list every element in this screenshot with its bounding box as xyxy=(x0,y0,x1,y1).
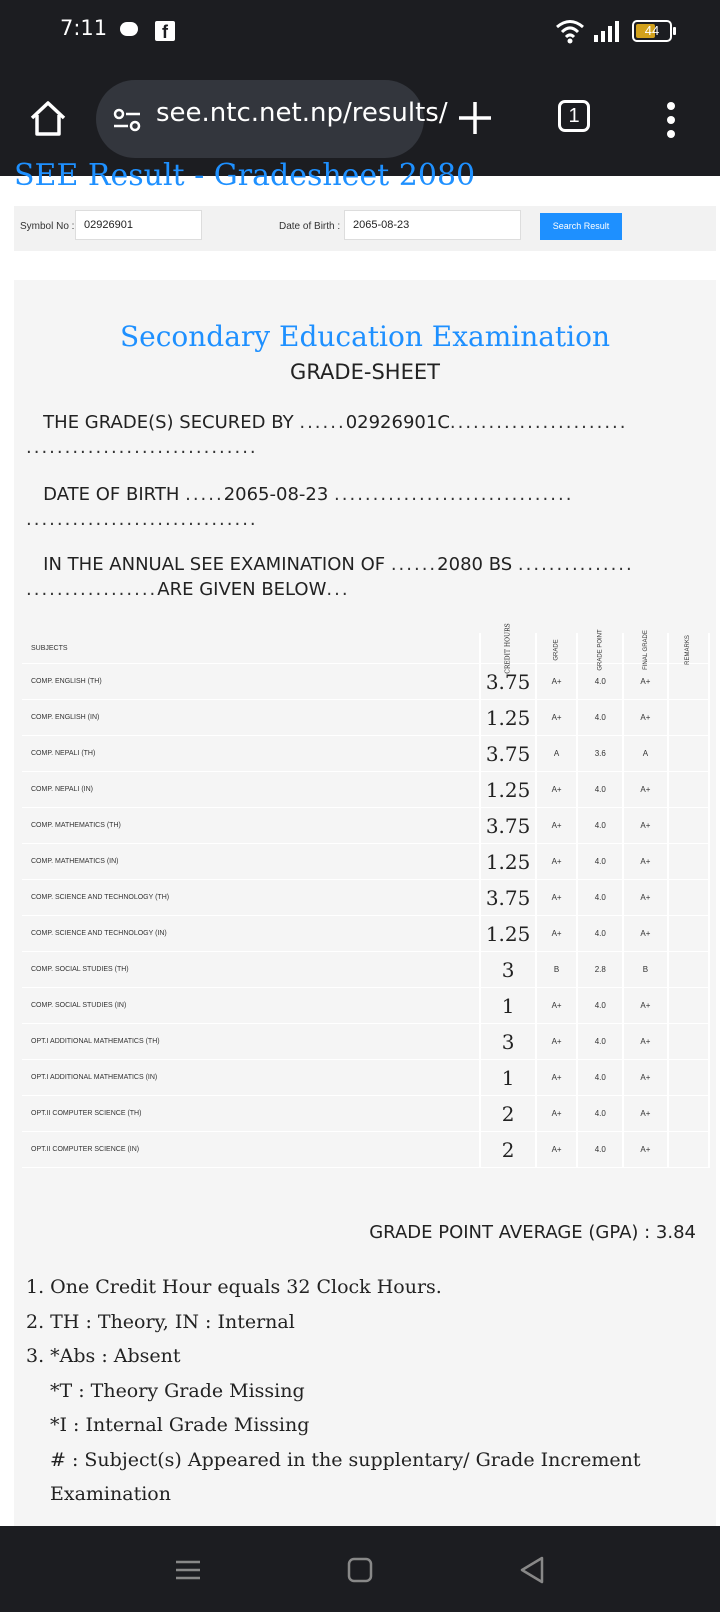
row-grade: A+ xyxy=(536,1024,577,1060)
row-subject: COMP. NEPALI (IN) xyxy=(22,772,480,808)
table-row xyxy=(22,1132,709,1168)
row-remarks xyxy=(668,1024,709,1060)
row-credit-hours: 1 xyxy=(480,1060,536,1096)
row-remarks xyxy=(668,1132,709,1168)
dob-value: 2065-08-23 xyxy=(223,484,329,505)
row-subject: OPT.II COMPUTER SCIENCE (TH) xyxy=(22,1096,480,1132)
gpa-text: GRADE POINT AVERAGE (GPA) : 3.84 xyxy=(369,1222,696,1243)
row-subject: COMP. MATHEMATICS (TH) xyxy=(22,808,480,844)
row-final-grade: A+ xyxy=(623,988,667,1024)
grades-table xyxy=(22,622,710,1168)
table-row xyxy=(22,1096,709,1132)
row-grade: A+ xyxy=(536,1096,577,1132)
row-remarks xyxy=(668,664,709,700)
row-grade-point: 4.0 xyxy=(577,700,623,736)
row-grade-point: 4.0 xyxy=(577,988,623,1024)
row-grade-point: 4.0 xyxy=(577,1060,623,1096)
row-final-grade: A+ xyxy=(623,808,667,844)
symbol-value: 02926901C xyxy=(345,412,450,433)
note-item: 3. *Abs : Absent xyxy=(26,1345,181,1367)
row-remarks xyxy=(668,772,709,808)
page-content xyxy=(0,158,720,1526)
header-grade: GRADE xyxy=(536,633,577,664)
tab-switcher-button[interactable]: 1 xyxy=(558,100,590,132)
facebook-notification-icon: f xyxy=(155,21,175,41)
row-credit-hours: 3.75 xyxy=(480,880,536,916)
exam-title: Secondary Education Examination xyxy=(119,320,611,353)
status-bar xyxy=(0,0,720,62)
note-item: # : Subject(s) Appeared in the supplentary/ Grade Increment Examination xyxy=(50,1448,641,1505)
exam-prefix: IN THE ANNUAL SEE EXAMINATION OF xyxy=(43,554,386,575)
secured-by-line: THE GRADE(S) SECURED BY ......02926901C....................... .............................. xyxy=(26,412,628,458)
more-menu-icon[interactable] xyxy=(665,100,677,140)
row-credit-hours: 3 xyxy=(480,952,536,988)
row-final-grade: A+ xyxy=(623,700,667,736)
table-row xyxy=(22,664,709,700)
row-final-grade: A+ xyxy=(623,916,667,952)
table-row xyxy=(22,736,709,772)
row-final-grade: A+ xyxy=(623,844,667,880)
table-header-row xyxy=(22,633,709,664)
row-grade: A+ xyxy=(536,988,577,1024)
row-remarks xyxy=(668,952,709,988)
row-credit-hours: 3.75 xyxy=(480,808,536,844)
row-grade-point: 4.0 xyxy=(577,880,623,916)
table-row xyxy=(22,1024,709,1060)
header-grade-point: GRADE POINT xyxy=(577,633,623,664)
new-tab-icon[interactable] xyxy=(455,98,495,138)
symbol-label: Symbol No : xyxy=(20,221,75,232)
home-button-icon[interactable] xyxy=(344,1554,376,1586)
row-grade-point: 4.0 xyxy=(577,808,623,844)
search-result-button[interactable]: Search Result xyxy=(540,213,622,240)
row-credit-hours: 3.75 xyxy=(480,736,536,772)
system-navigation-bar xyxy=(0,1526,720,1612)
symbol-input[interactable] xyxy=(75,210,202,240)
row-credit-hours: 1.25 xyxy=(480,916,536,952)
status-time: 7:11 xyxy=(60,16,108,40)
table-row xyxy=(22,916,709,952)
row-remarks xyxy=(668,736,709,772)
row-grade-point: 2.8 xyxy=(577,952,623,988)
row-grade-point: 3.6 xyxy=(577,736,623,772)
row-credit-hours: 1.25 xyxy=(480,772,536,808)
row-grade: A+ xyxy=(536,808,577,844)
table-row xyxy=(22,772,709,808)
row-subject: OPT.I ADDITIONAL MATHEMATICS (TH) xyxy=(22,1024,480,1060)
row-credit-hours: 1 xyxy=(480,988,536,1024)
row-remarks xyxy=(668,916,709,952)
row-final-grade: A+ xyxy=(623,1132,667,1168)
wifi-icon xyxy=(555,18,585,44)
row-subject: COMP. SOCIAL STUDIES (TH) xyxy=(22,952,480,988)
exam-line: IN THE ANNUAL SEE EXAMINATION OF ......2080 BS ............... .................ARE GIVEN BELOW... xyxy=(26,554,634,600)
row-remarks xyxy=(668,1060,709,1096)
header-remarks: REMARKS xyxy=(668,633,709,664)
battery-icon xyxy=(632,20,672,42)
row-grade: A+ xyxy=(536,880,577,916)
row-remarks xyxy=(668,700,709,736)
row-subject: COMP. SCIENCE AND TECHNOLOGY (IN) xyxy=(22,916,480,952)
row-grade: A+ xyxy=(536,664,577,700)
row-grade: A+ xyxy=(536,844,577,880)
table-row xyxy=(22,844,709,880)
row-remarks xyxy=(668,808,709,844)
back-icon[interactable] xyxy=(516,1554,548,1586)
row-grade-point: 4.0 xyxy=(577,1024,623,1060)
row-remarks xyxy=(668,880,709,916)
message-notification-icon xyxy=(120,22,138,36)
row-grade-point: 4.0 xyxy=(577,772,623,808)
grade-sheet xyxy=(14,280,716,1526)
row-grade: A+ xyxy=(536,1132,577,1168)
row-final-grade: A+ xyxy=(623,664,667,700)
battery-level: 44 xyxy=(644,23,660,38)
table-row xyxy=(22,952,709,988)
exam-year: 2080 BS xyxy=(437,554,513,575)
home-icon[interactable] xyxy=(28,98,68,138)
header-subjects: SUBJECTS xyxy=(22,633,480,664)
url-text[interactable]: see.ntc.net.np/results/ xyxy=(156,98,448,128)
row-grade: A xyxy=(536,736,577,772)
row-subject: COMP. SOCIAL STUDIES (IN) xyxy=(22,988,480,1024)
row-remarks xyxy=(668,1096,709,1132)
row-credit-hours: 3.75 xyxy=(480,664,536,700)
row-final-grade: A+ xyxy=(623,880,667,916)
row-final-grade: A+ xyxy=(623,1060,667,1096)
row-subject: OPT.I ADDITIONAL MATHEMATICS (IN) xyxy=(22,1060,480,1096)
row-grade: A+ xyxy=(536,700,577,736)
row-final-grade: A+ xyxy=(623,1096,667,1132)
row-credit-hours: 2 xyxy=(480,1096,536,1132)
site-settings-icon[interactable] xyxy=(112,106,142,134)
row-grade-point: 4.0 xyxy=(577,664,623,700)
row-subject: COMP. ENGLISH (TH) xyxy=(22,664,480,700)
note-item: 1. One Credit Hour equals 32 Clock Hours. xyxy=(26,1276,442,1298)
row-subject: COMP. MATHEMATICS (IN) xyxy=(22,844,480,880)
signal-icon xyxy=(592,20,622,42)
row-remarks xyxy=(668,844,709,880)
row-grade-point: 4.0 xyxy=(577,1096,623,1132)
grade-sheet-title: GRADE-SHEET xyxy=(290,360,440,384)
row-subject: COMP. NEPALI (TH) xyxy=(22,736,480,772)
dob-input[interactable] xyxy=(344,210,521,240)
notes xyxy=(26,1270,706,1512)
row-grade-point: 4.0 xyxy=(577,1132,623,1168)
dob-prefix: DATE OF BIRTH xyxy=(43,484,180,505)
page-heading: SEE Result - Gradesheet 2080 xyxy=(14,158,476,193)
recent-apps-icon[interactable] xyxy=(172,1554,204,1586)
row-grade-point: 4.0 xyxy=(577,916,623,952)
address-bar[interactable] xyxy=(96,80,448,158)
row-grade: A+ xyxy=(536,772,577,808)
row-grade-point: 4.0 xyxy=(577,844,623,880)
row-credit-hours: 1.25 xyxy=(480,700,536,736)
note-item: *T : Theory Grade Missing xyxy=(50,1379,305,1402)
table-row xyxy=(22,700,709,736)
header-final-grade: FINAL GRADE xyxy=(623,633,667,664)
search-form xyxy=(14,206,716,251)
given-below: ARE GIVEN BELOW xyxy=(157,579,327,600)
table-row xyxy=(22,808,709,844)
row-grade: B xyxy=(536,952,577,988)
row-final-grade: A+ xyxy=(623,1024,667,1060)
row-credit-hours: 1.25 xyxy=(480,844,536,880)
table-row xyxy=(22,1060,709,1096)
note-item: 2. TH : Theory, IN : Internal xyxy=(26,1310,295,1333)
row-grade: A+ xyxy=(536,1060,577,1096)
row-remarks xyxy=(668,988,709,1024)
row-final-grade: A xyxy=(623,736,667,772)
note-item: *I : Internal Grade Missing xyxy=(50,1414,310,1436)
row-credit-hours: 2 xyxy=(480,1132,536,1168)
row-grade: A+ xyxy=(536,916,577,952)
table-row xyxy=(22,988,709,1024)
dob-line: DATE OF BIRTH .....2065-08-23 ............................... .............................. xyxy=(26,484,574,530)
row-subject: COMP. ENGLISH (IN) xyxy=(22,700,480,736)
secured-by-label: THE GRADE(S) SECURED BY xyxy=(43,412,294,433)
row-final-grade: B xyxy=(623,952,667,988)
dob-label: Date of Birth : xyxy=(279,221,341,232)
row-subject: OPT.II COMPUTER SCIENCE (IN) xyxy=(22,1132,480,1168)
row-credit-hours: 3 xyxy=(480,1024,536,1060)
table-row xyxy=(22,880,709,916)
row-subject: COMP. SCIENCE AND TECHNOLOGY (TH) xyxy=(22,880,480,916)
header-credit-hours: CREDIT HOURS xyxy=(480,633,536,664)
row-final-grade: A+ xyxy=(623,772,667,808)
